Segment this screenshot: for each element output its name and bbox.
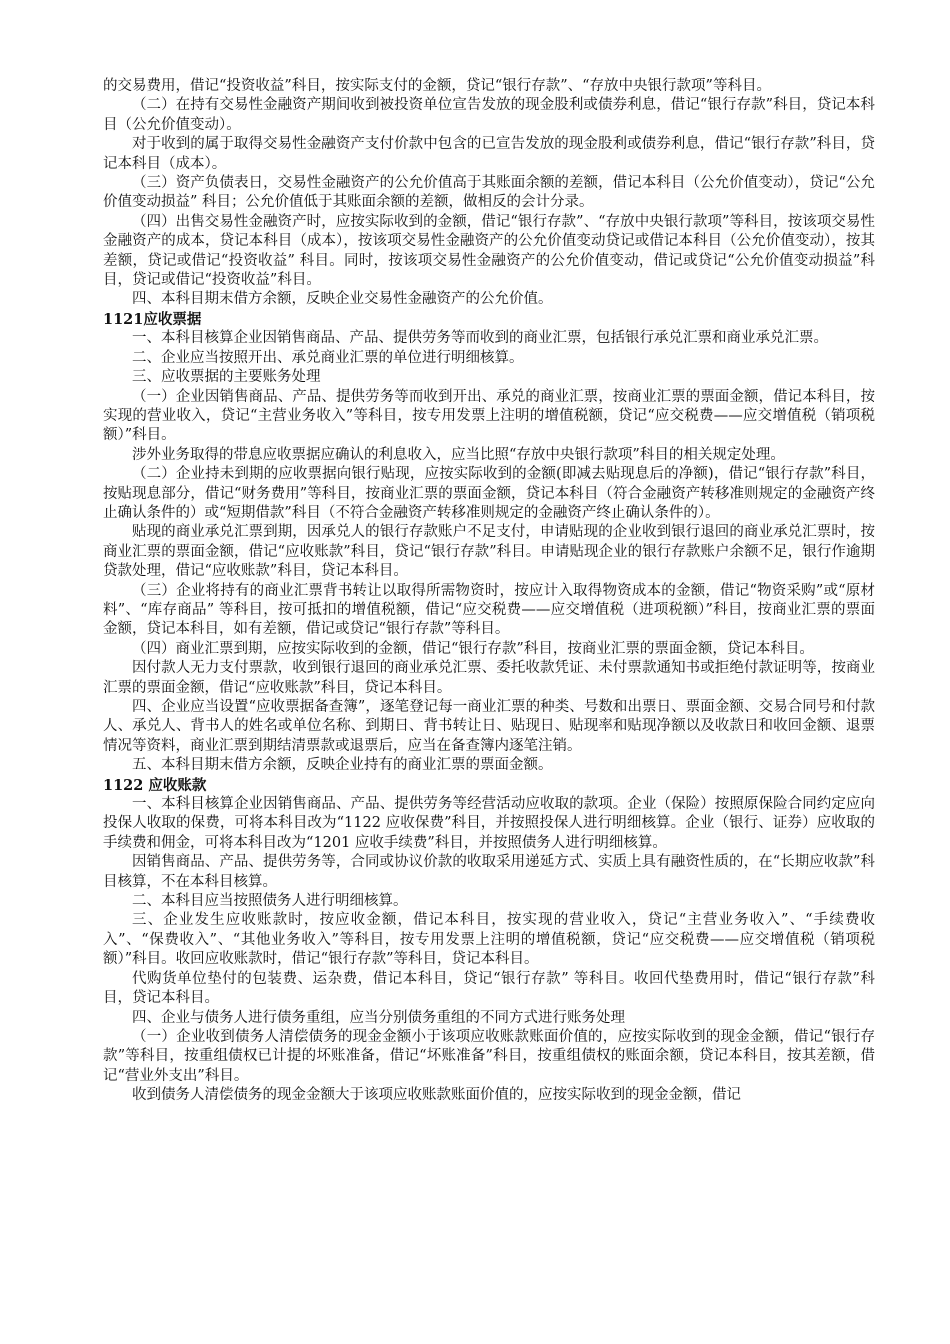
paragraph: （二）在持有交易性金融资产期间收到被投资单位宣告发放的现金股利或债券利息，借记“银行存款”科目，贷记本科目（公允价值变动）。 — [103, 97, 875, 133]
paragraph: 因销售商品、产品、提供劳务等，合同或协议价款的收取采用递延方式、实质上具有融资性质的，在“长期应收款”科目核算，不在本科目核算。 — [103, 854, 875, 890]
paragraph: 代购货单位垫付的包装费、运杂费，借记本科目，贷记“银行存款” 等科目。收回代垫费用时，借记“银行存款”科目，贷记本科目。 — [103, 970, 875, 1007]
document-page — [103, 77, 875, 1106]
paragraph: 二、企业应当按照开出、承兑商业汇票的单位进行明细核算。 — [132, 349, 524, 366]
paragraph: （四）出售交易性金融资产时，应按实际收到的金额，借记“银行存款”、“存放中央银行款项”等科目，按该项交易性金融资产的成本，贷记本科目（成本），按该项交易性金融资产的公允价值变动贷记或借记本科目（公允价值变动），按其差额，贷记或借记“投资收益” 科目。同时，按该项交易性金融资产的公允价值变动，借记或贷记“公允价值变动损益”科目，贷记或借记“投资收益”科目。 — [103, 213, 875, 289]
paragraph: 一、本科目核算企业因销售商品、产品、提供劳务等而收到的商业汇票，包括银行承兑汇票和商业承兑汇票。 — [132, 330, 828, 347]
paragraph: 涉外业务取得的带息应收票据应确认的利息收入，应当比照“存放中央银行款项”科目的相关规定处理。 — [132, 446, 785, 463]
paragraph: 二、本科目应当按照债务人进行明细核算。 — [132, 893, 408, 910]
paragraph: 五、本科目期末借方余额，反映企业持有的商业汇票的票面金额。 — [132, 757, 553, 774]
paragraph: 四、企业应当设置“应收票据备查簿”，逐笔登记每一商业汇票的种类、号数和出票日、票面金额、交易合同号和付款人、承兑人、背书人的姓名或单位名称、到期日、背书转让日、贴现日、贴现率和贴现净额以及收款日和收回金额、退票情况等资料，商业汇票到期结清票款或退票后，应当在备查簿内逐笔注销。 — [103, 699, 875, 754]
paragraph: 四、企业与债务人进行债务重组，应当分别债务重组的不同方式进行账务处理 — [132, 1009, 625, 1026]
paragraph: 贴现的商业承兑汇票到期，因承兑人的银行存款账户不足支付，申请贴现的企业收到银行退回的商业承兑汇票时，按商业汇票的票面金额，借记“应收账款”科目，贷记“银行存款”科目。申请贴现企业的银行存款账户余额不足，银行作逾期贷款处理，借记“应收账款”科目，贷记本科目。 — [103, 524, 875, 580]
paragraph: 一、本科目核算企业因销售商品、产品、提供劳务等经营活动应收取的款项。企业（保险）按照原保险合同约定应向投保人收取的保费，可将本科目改为“1122 应收保费”科目，并按照投保人进行明细核算。企业（银行、证券）应收取的手续费和佣金，可将本科目改为“1201 应收手续费”科目，并按照债务人进行明细核算。 — [103, 796, 875, 851]
paragraph: （三）资产负债表日，交易性金融资产的公允价值高于其账面余额的差额，借记本科目（公允价值变动），贷记“公允价值变动损益” 科目；公允价值低于其账面余额的差额，做相反的会计分录。 — [103, 175, 875, 211]
section-heading-1121: 1121应收票据 — [103, 310, 202, 328]
paragraph: 四、本科目期末借方余额，反映企业交易性金融资产的公允价值。 — [132, 291, 553, 308]
paragraph: 的交易费用，借记“投资收益”科目，按实际支付的金额，贷记“银行存款”、“存放中央银行款项”等科目。 — [103, 78, 771, 94]
paragraph: （二）企业持未到期的应收票据向银行贴现，应按实际收到的金额(即减去贴现息后的净额)，借记“银行存款”科目，按贴现息部分，借记“财务费用”等科目，按商业汇票的票面金额，贷记本科目（符合金融资产转移准则规定的金融资产终止确认条件的）或“短期借款”科目（不符合金融资产转移准则规定的金融资产终止确认条件的）。 — [103, 466, 875, 521]
section-heading-1122: 1122 应收账款 — [103, 776, 207, 794]
paragraph: 因付款人无力支付票款，收到银行退回的商业承兑汇票、委托收款凭证、未付票款通知书或拒绝付款证明等，按商业汇票的票面金额，借记“应收账款”科目，贷记本科目。 — [103, 660, 875, 696]
paragraph: （一）企业因销售商品、产品、提供劳务等而收到开出、承兑的商业汇票，按商业汇票的票面金额，借记本科目，按实现的营业收入，贷记“主营业务收入”等科目，按专用发票上注明的增值税额，贷记“应交税费——应交增值税（销项税额）”科目。 — [103, 388, 875, 444]
paragraph: （三）企业将持有的商业汇票背书转让以取得所需物资时，按应计入取得物资成本的金额，借记“物资采购”或“原材料”、“库存商品” 等科目，按可抵扣的增值税额，借记“应交税费——应交增值税（进项税额）”科目，按商业汇票的票面金额，贷记本科目，如有差额，借记或贷记“银行存款”等科目。 — [103, 582, 875, 638]
paragraph: （一）企业收到债务人清偿债务的现金金额小于该项应收账款账面价值的，应按实际收到的现金金额，借记“银行存款”等科目，按重组债权已计提的坏账准备，借记“坏账准备”科目，按重组债权的账面余额，贷记本科目，按其差额，借记“营业外支出”科目。 — [103, 1028, 875, 1084]
paragraph: 三、应收票据的主要账务处理 — [132, 369, 321, 386]
paragraph: （四）商业汇票到期，应按实际收到的金额，借记“银行存款”科目，按商业汇票的票面金额，贷记本科目。 — [132, 640, 814, 657]
paragraph: 三、企业发生应收账款时，按应收金额，借记本科目，按实现的营业收入，贷记“主营业务收入”、“手续费收入”、“保费收入”、“其他业务收入”等科目，按专用发票上注明的增值税额，贷记“应交税费——应交增值税（销项税额）”科目。收回应收账款时，借记“银行存款”等科目，贷记本科目。 — [103, 912, 875, 968]
paragraph: 收到债务人清偿债务的现金金额大于该项应收账款账面价值的，应按实际收到的现金金额，借记 — [132, 1087, 741, 1104]
paragraph: 对于收到的属于取得交易性金融资产支付价款中包含的已宣告发放的现金股利或债券利息，借记“银行存款”科目，贷记本科目（成本）。 — [103, 136, 875, 172]
